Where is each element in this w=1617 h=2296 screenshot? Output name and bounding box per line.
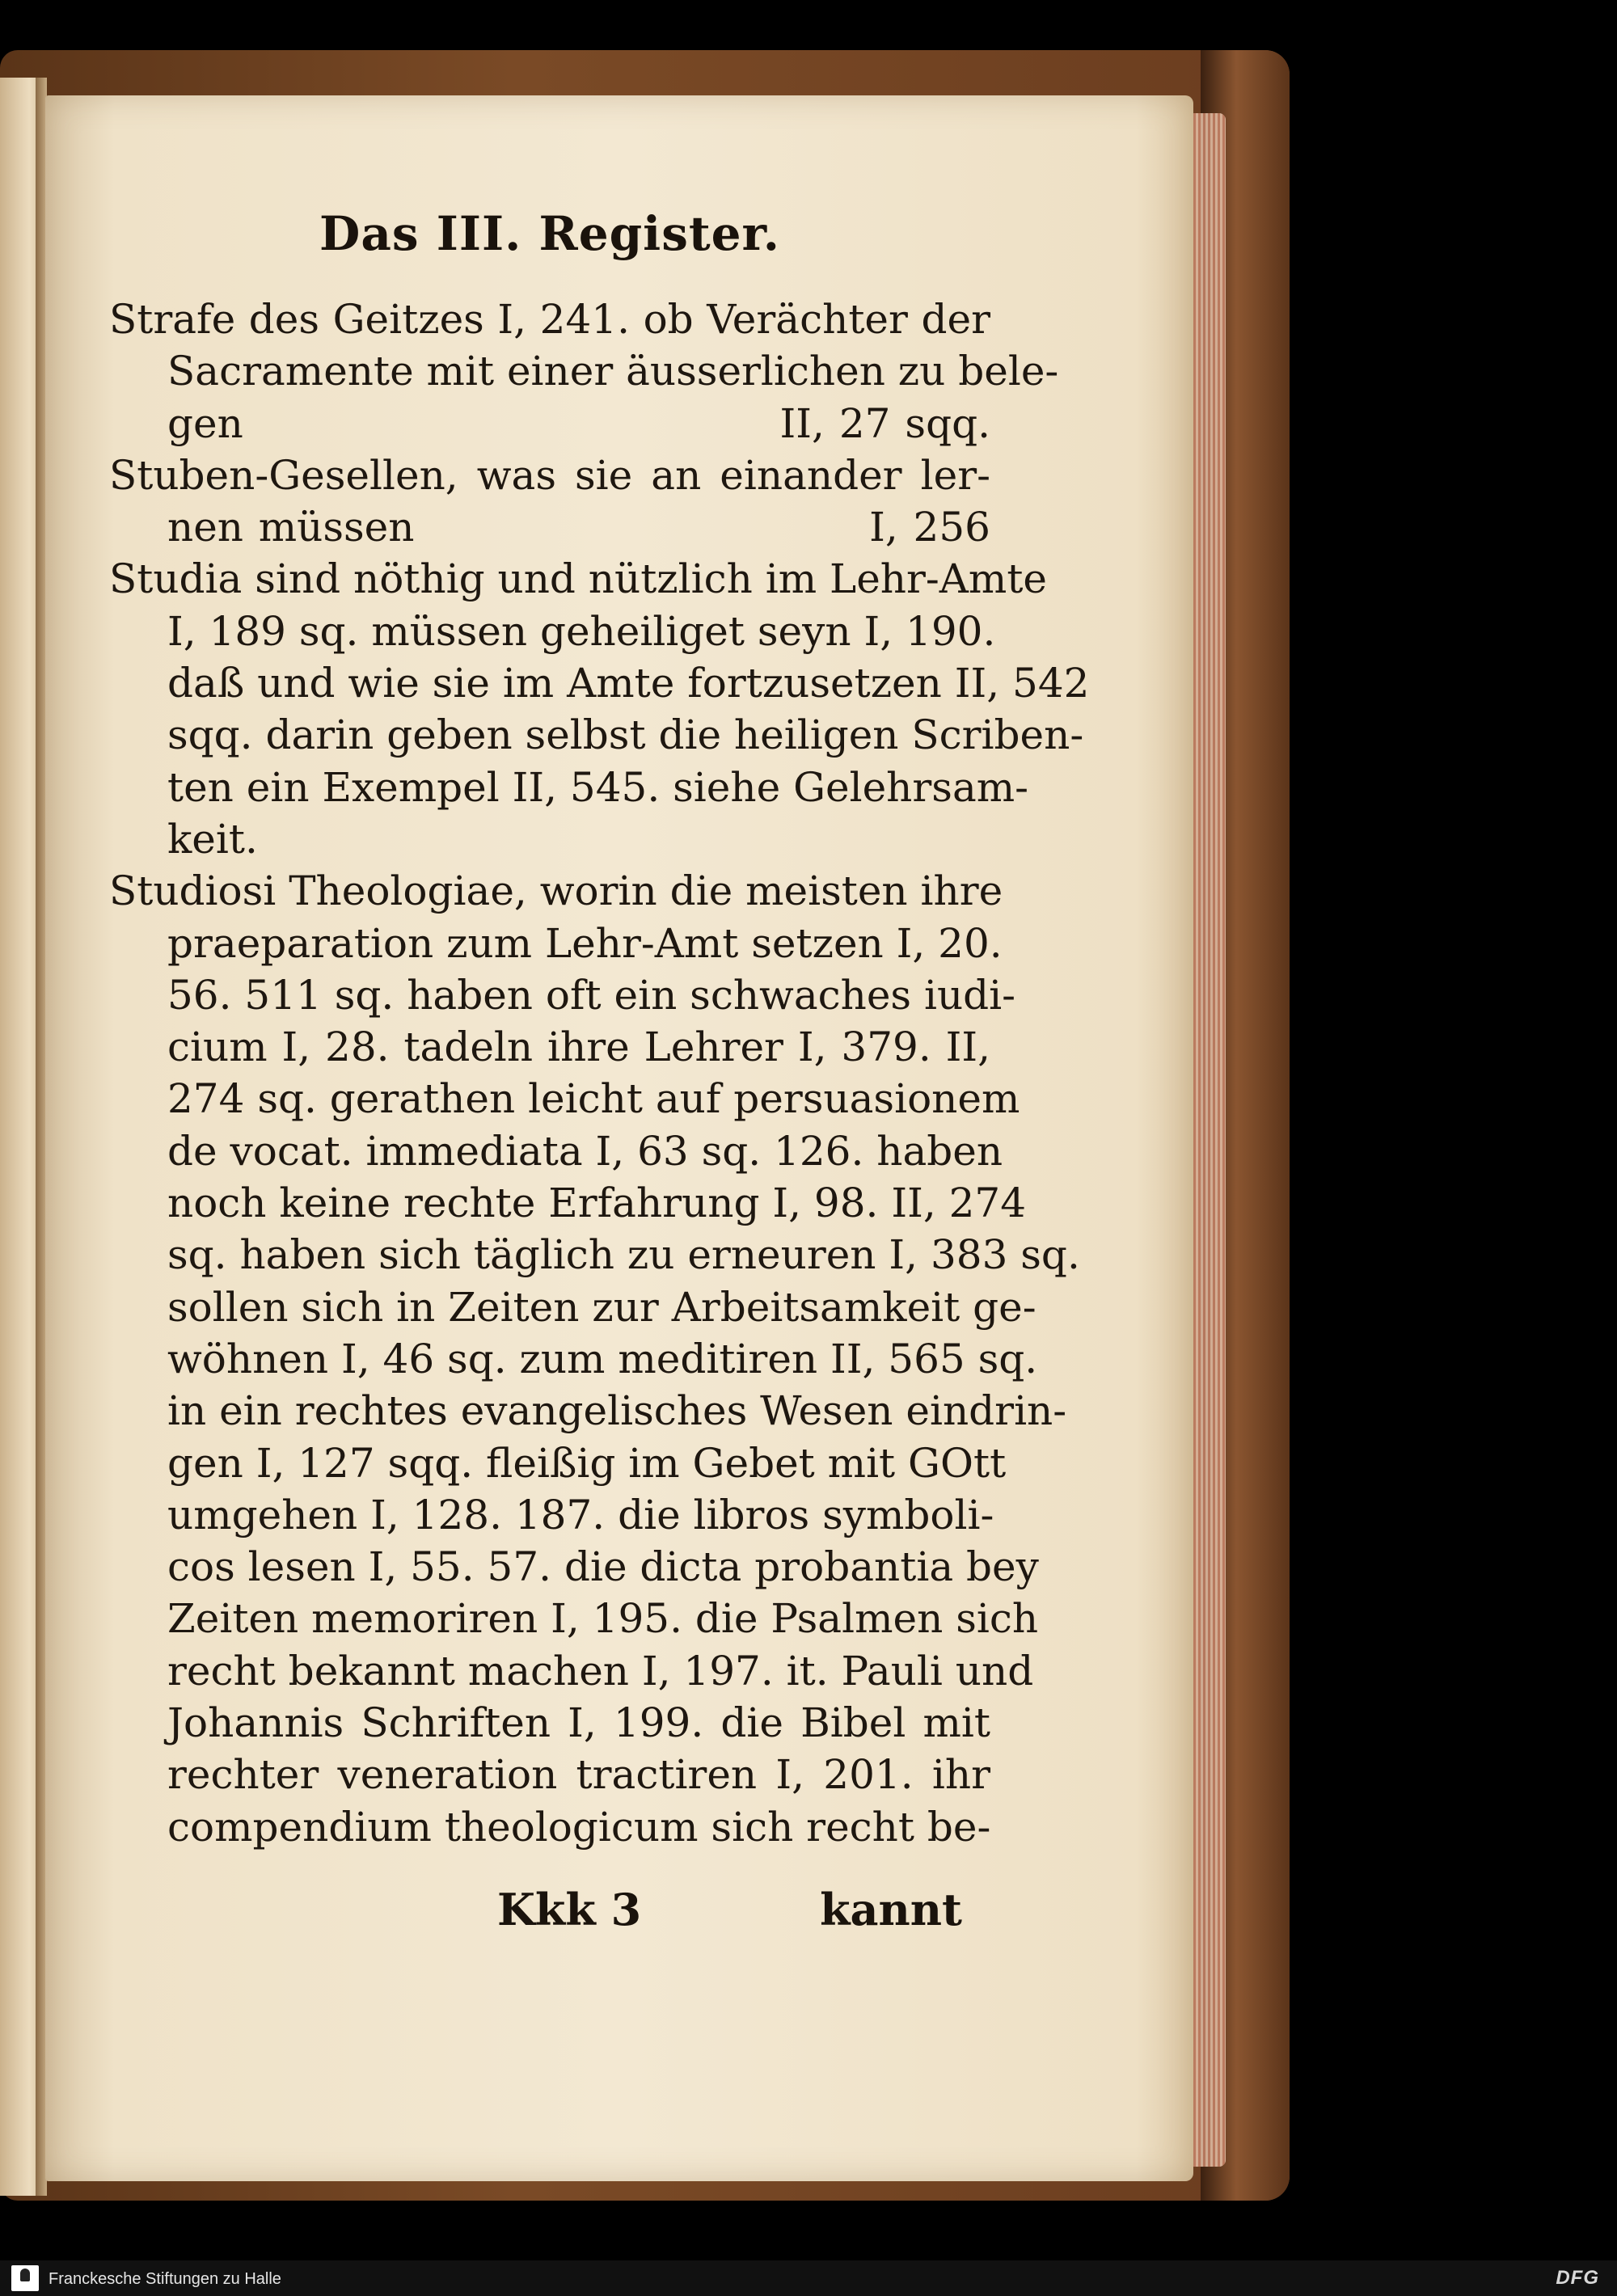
signature-mark: Kkk 3 <box>497 1884 642 1935</box>
entry-line: Johannis Schriften I, 199. die Bibel mit <box>167 1699 990 1747</box>
funder-logo: DFG <box>1556 2267 1599 2289</box>
entry-line: gen II, 27 sqq. <box>167 399 990 447</box>
entry-line: de vocat. immediata I, 63 sq. 126. haben <box>167 1127 1003 1175</box>
register-entry <box>109 865 1080 1853</box>
entry-line: Studiosi Theologiae, worin die meisten ihre <box>109 867 1003 915</box>
entry-line: cos lesen I, 55. 57. die dicta probantia bey <box>167 1543 1039 1591</box>
entry-line: rechter veneration tractiren I, 201. ihr <box>167 1751 990 1799</box>
entry-line: wöhnen I, 46 sq. zum meditiren II, 565 sq. <box>167 1335 1038 1382</box>
entry-line: Sacramente mit einer äusserlichen zu bele- <box>167 348 1059 395</box>
entry-line: Strafe des Geitzes I, 241. ob Verächter der <box>109 296 990 343</box>
entry-line: sqq. darin geben selbst die heiligen Scriben- <box>167 711 1084 759</box>
register-entry <box>109 293 1059 449</box>
footer-bar <box>0 2260 1617 2296</box>
entry-line: sollen sich in Zeiten zur Arbeitsamkeit ge- <box>167 1283 1036 1331</box>
entry-line: noch keine rechte Erfahrung I, 98. II, 274 <box>167 1180 1027 1227</box>
register-entry <box>109 553 1090 865</box>
entry-line: gen I, 127 sqq. fleißig im Gebet mit GOtt <box>167 1439 1007 1487</box>
entry-line: I, 189 sq. müssen geheiliget seyn I, 190. <box>167 607 996 655</box>
institution-name: Franckesche Stiftungen zu Halle <box>49 2270 281 2288</box>
entry-line: umgehen I, 128. 187. die libros symboli- <box>167 1491 994 1538</box>
entry-line: Zeiten memoriren I, 195. die Psalmen sich <box>167 1595 1039 1643</box>
entry-line: sq. haben sich täglich zu erneuren I, 383 sq. <box>167 1231 1080 1279</box>
entry-line: in ein rechtes evangelisches Wesen eindrin- <box>167 1387 1067 1435</box>
entry-line: recht bekannt machen I, 197. it. Pauli und <box>167 1647 1034 1695</box>
page-edges <box>1193 113 1226 2167</box>
catchword: kannt <box>820 1884 962 1935</box>
entry-line: keit. <box>167 815 258 863</box>
logo-figure-icon <box>20 2269 30 2281</box>
entry-line: compendium theologicum sich recht be- <box>167 1803 991 1851</box>
entry-line: praeparation zum Lehr-Amt setzen I, 20. <box>167 919 1003 967</box>
entry-line: 274 sq. gerathen leicht auf persuasionem <box>167 1075 1020 1123</box>
entry-line: nen müssen I, 256 <box>167 504 990 551</box>
entry-line: ten ein Exempel II, 545. siehe Gelehrsam- <box>167 763 1029 811</box>
institution-logo-icon <box>11 2265 39 2291</box>
page-header: Das III. Register. <box>319 206 780 261</box>
register-entry <box>109 449 990 554</box>
entry-line: cium I, 28. tadeln ihre Lehrer I, 379. II, <box>167 1023 990 1071</box>
page-text <box>109 206 1090 1853</box>
entry-line: Stuben-Gesellen, was sie an einander ler- <box>109 451 990 499</box>
entry-line: Studia sind nöthig und nützlich im Lehr-Amte <box>109 555 1048 603</box>
entry-line: 56. 511 sq. haben oft ein schwaches iudi- <box>167 971 1016 1019</box>
entry-line: daß und wie sie im Amte fortzusetzen II, 542 <box>167 660 1090 707</box>
